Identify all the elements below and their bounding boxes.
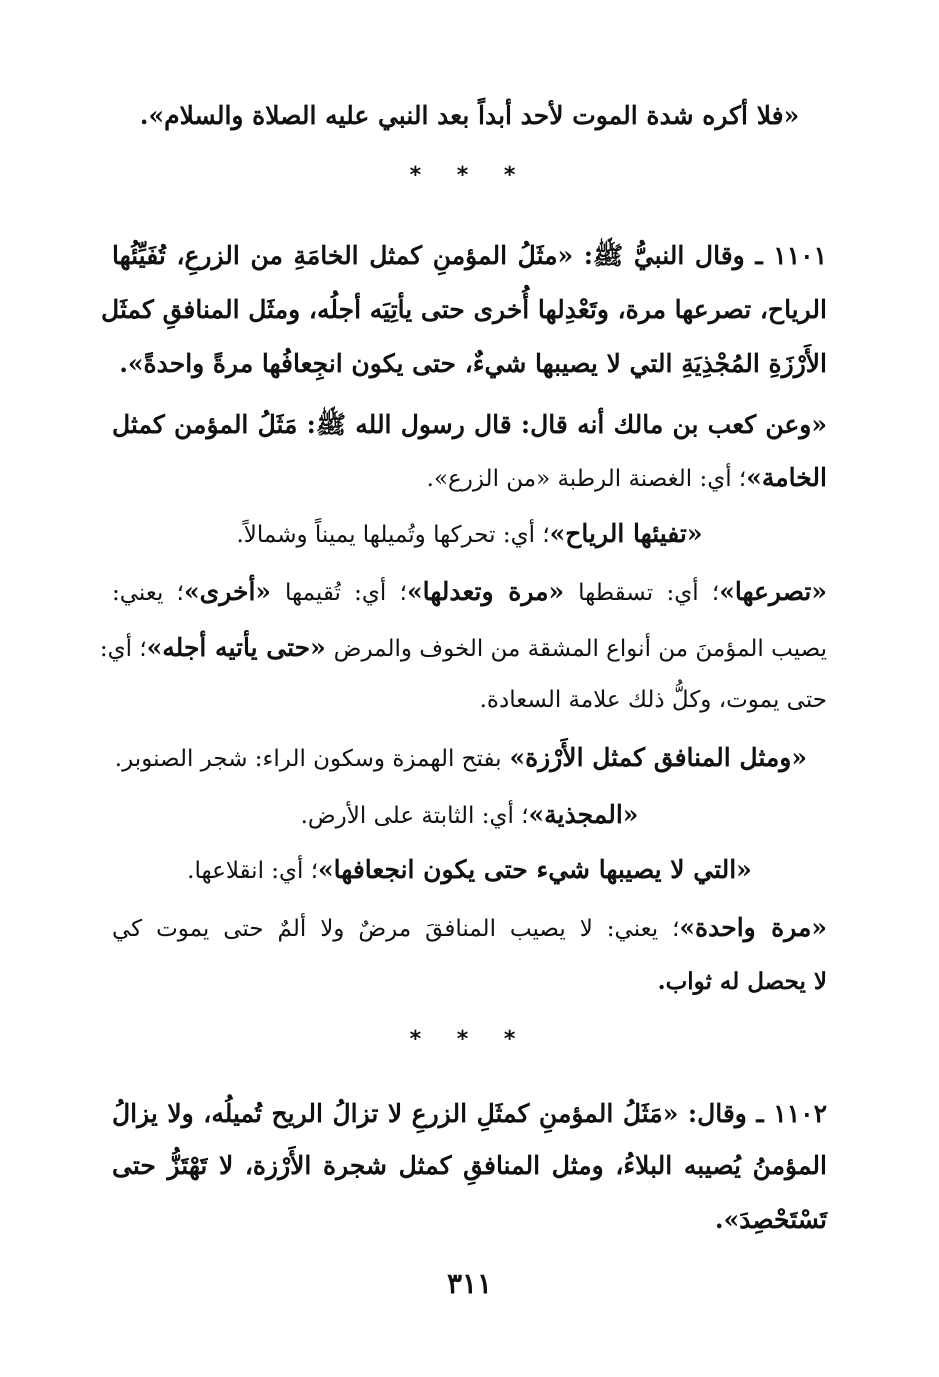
explanation-text: ؛ أي: انقلاعها.	[187, 858, 319, 884]
quoted-term: «مرة واحدة»	[679, 913, 827, 942]
quoted-term: «المجذية»	[528, 800, 639, 829]
commentary-line-3	[0, 514, 939, 555]
section-separator: * * *	[409, 1027, 530, 1052]
quoted-term: «مرة وتعدلها»	[406, 577, 565, 606]
text-line-quote-end: «فلا أكره شدة الموت لأحد أبداً بعد النبي عليه الصلاة والسلام».	[139, 101, 800, 130]
explanation-text: ؛ أي:	[99, 636, 147, 662]
commentary-line-5	[99, 628, 827, 669]
explanation-text: ؛ أي: تُقيمها	[284, 580, 407, 606]
quoted-term: «حتى يأتيه أجله»	[146, 633, 326, 662]
explanation-text: بفتح الهمزة وسكون الراء: شجر الصنوبر.	[114, 746, 502, 772]
explanation-text: ؛ يعني: لا يصيب المنافقَ مرضٌ ولا ألمٌ حتى يموت كي	[112, 916, 680, 942]
section-separator: * * *	[409, 163, 530, 188]
quoted-term: «تصرعها»	[719, 577, 827, 606]
commentary-line-11: لا يحصل له ثواب.	[657, 968, 827, 995]
commentary-line-10	[112, 908, 827, 949]
hadith-1102-line-3: تَسْتَحْصِدَ».	[714, 1205, 827, 1234]
hadith-1101-line-1: ١١٠١ ـ وقال النبيُّ ﷺ: «مثَلُ المؤمنِ كمثل الخامَةِ من الزرعِ، تُفَيِّئُها	[112, 241, 827, 270]
commentary-line-1: «وعن كعب بن مالك أنه قال: قال رسول الله ﷺ: مَثَلُ المؤمن كمثل	[112, 410, 827, 439]
hadith-1101-line-2: الرياح، تصرعها مرة، وتَعْدِلها أُخرى حتى يأتِيَه أجلُه، ومثَل المنافقِ كمثَل	[101, 295, 827, 324]
quoted-term: «تفيئها الرياح»	[549, 519, 703, 548]
quoted-term: «ومثل المنافق كمثل الأَرْزة»	[509, 743, 807, 772]
explanation-text: ؛ أي: الغصنة الرطبة «من الزرع».	[426, 466, 747, 492]
explanation-text: ؛ يعني:	[112, 580, 184, 606]
commentary-line-4	[112, 572, 827, 613]
quoted-term: الخامة»	[746, 463, 827, 492]
quoted-term: «التي لا يصيبها شيء حتى يكون انجعافها»	[318, 855, 752, 884]
commentary-line-6: حتى يموت، وكلُّ ذلك علامة السعادة.	[479, 687, 827, 713]
commentary-line-8	[0, 795, 939, 836]
explanation-text: ؛ أي: تسقطها	[578, 580, 720, 606]
commentary-line-2	[427, 458, 827, 499]
hadith-1102-line-2: المؤمنُ يُصيبه البلاءُ، ومثل المنافقِ كمثل شجرة الأَرْزة، لا تَهْتَزُّ حتى	[112, 1151, 827, 1180]
commentary-line-9	[0, 850, 939, 891]
page-number: ٣١١	[446, 1267, 493, 1300]
hadith-1102-line-1: ١١٠٢ ـ وقال: «مَثَلُ المؤمنِ كمثَلِ الزرعِ لا تزالُ الريح تُميلُه، ولا يزالُ	[112, 1099, 827, 1128]
explanation-text: يصيب المؤمنَ من أنواع المشقة من الخوف والمرض	[333, 636, 827, 662]
commentary-line-7	[115, 738, 807, 779]
explanation-text: ؛ أي: الثابتة على الأرض.	[300, 803, 529, 829]
explanation-text: ؛ أي: تحركها وتُميلها يميناً وشمالاً.	[236, 522, 550, 548]
hadith-1101-line-3: الأَرْزَةِ المُجْذِيَةِ التي لا يصيبها شيءٌ، حتى يكون انجِعافُها مرةً واحدةً».	[119, 349, 827, 378]
quoted-term: «أخرى»	[184, 577, 272, 606]
